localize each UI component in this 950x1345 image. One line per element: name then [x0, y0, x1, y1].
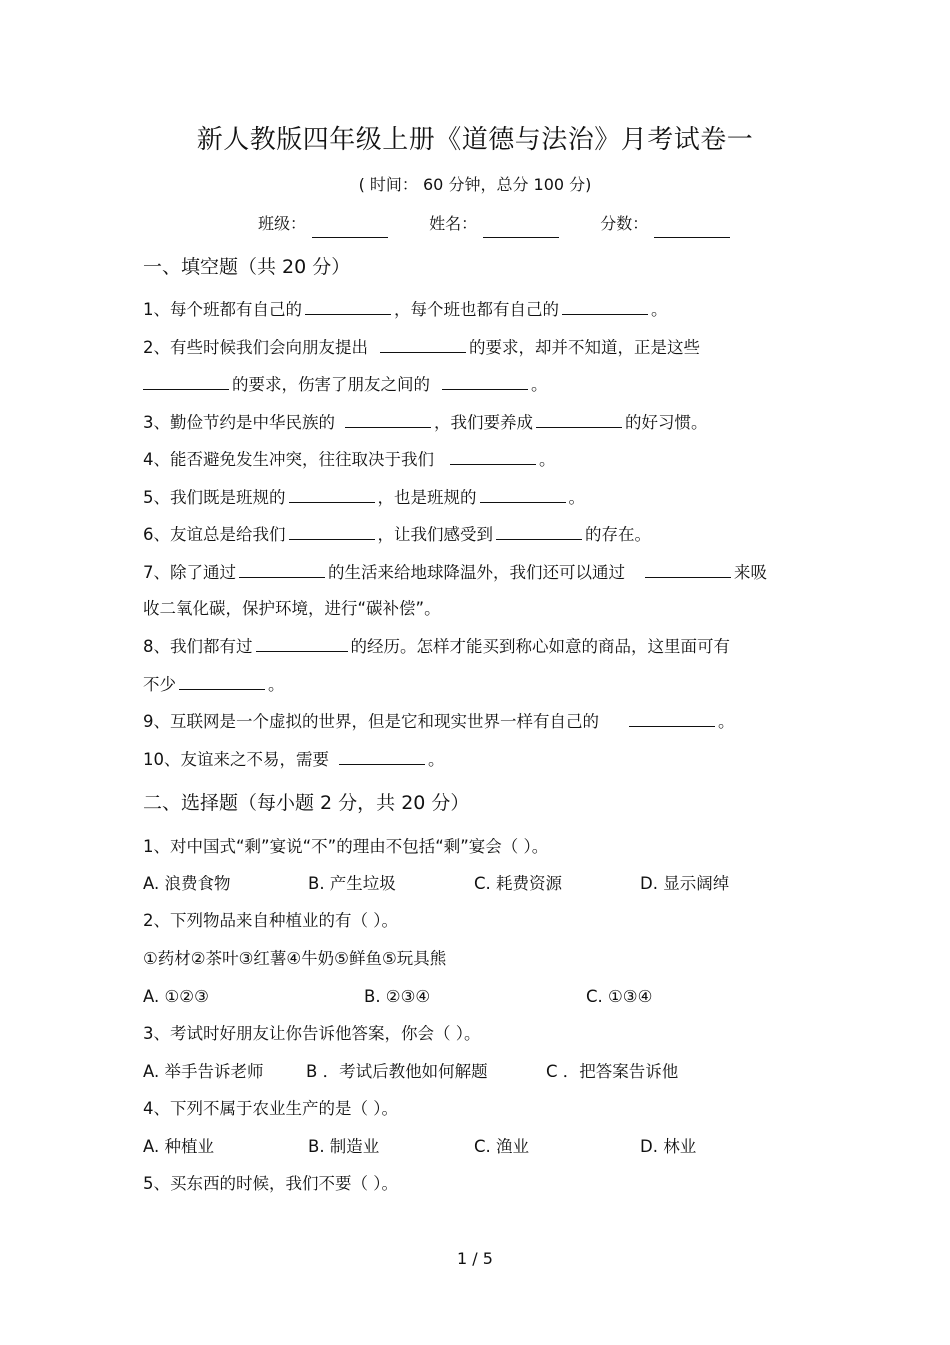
page-number: 1 / 5 — [457, 1249, 493, 1268]
fill-question-5 — [143, 484, 585, 512]
fill-question-7-line-1 — [143, 559, 767, 587]
choice-option: D. 显示阔绰 — [640, 874, 730, 893]
fill-question-2-line-2 — [143, 371, 548, 399]
page-title: 新人教版四年级上册《道德与法治》月考试卷一 — [196, 125, 754, 155]
answer-blank — [289, 484, 375, 503]
question-text: 的生活来给地球降温外，我们还可以通过 — [328, 563, 625, 582]
answer-blank — [179, 671, 265, 690]
question-text: 的经历。怎样才能买到称心如意的商品，这里面可有 — [350, 637, 730, 656]
choice-option: C. 渔业 — [474, 1137, 530, 1156]
question-text: 3、勤俭节约是中华民族的 — [143, 413, 335, 432]
choice-option: C. ①③④ — [586, 987, 653, 1006]
question-text: 来吸 — [734, 563, 767, 582]
score-field — [600, 210, 730, 238]
answer-blank — [536, 409, 622, 428]
question-text: 2、有些时候我们会向朋友提出 — [143, 338, 368, 357]
fill-question-2-line-1 — [143, 334, 700, 362]
answer-blank — [450, 446, 536, 465]
question-text: 的要求，却并不知道，正是这些 — [469, 338, 700, 357]
choice-question-1: 1、对中国式“剩”宴说“不”的理由不包括“剩”宴会（ ）。 — [143, 837, 549, 856]
question-text: 1、每个班都有自己的 — [143, 300, 302, 319]
choice-question-5: 5、买东西的时候，我们不要（ ）。 — [143, 1174, 398, 1193]
question-text: 。 — [268, 675, 285, 694]
choice-option: A. 种植业 — [143, 1137, 214, 1156]
choice-question-4: 4、下列不属于农业生产的是（ ）。 — [143, 1099, 398, 1118]
choice-question-3: 3、考试时好朋友让你告诉他答案，你会（ ）。 — [143, 1024, 481, 1043]
question-text: 收二氧化碳，保护环境，进行“碳补偿”。 — [143, 599, 441, 618]
choice-question-2-items: ①药材②茶叶③红薯④牛奶⑤鲜鱼⑤玩具熊 — [143, 949, 447, 968]
question-text: ，我们要养成 — [434, 413, 533, 432]
choice-option: B. 制造业 — [308, 1137, 380, 1156]
class-field — [258, 210, 388, 238]
student-info-line — [258, 210, 766, 238]
choice-option: C. 耗费资源 — [474, 874, 563, 893]
choice-option: A. 举手告诉老师 — [143, 1062, 264, 1081]
fill-question-1 — [143, 296, 668, 324]
question-text: 的存在。 — [585, 525, 651, 544]
score-label: 分数： — [600, 214, 649, 233]
question-text: 。 — [568, 488, 585, 507]
question-text: ，每个班也都有自己的 — [394, 300, 559, 319]
question-text: 4、能否避免发生冲突，往往取决于我们 — [143, 450, 434, 469]
question-text: ，也是班规的 — [377, 488, 477, 507]
answer-blank — [289, 521, 375, 540]
fill-question-4 — [143, 446, 556, 474]
answer-blank — [645, 559, 731, 578]
answer-blank — [442, 371, 528, 390]
choice-option: B ．考试后教他如何解题 — [306, 1062, 488, 1081]
answer-blank — [562, 296, 648, 315]
fill-question-8-line-1 — [143, 633, 730, 661]
fill-question-10 — [143, 746, 445, 774]
choice-option: B. ②③④ — [364, 987, 431, 1006]
section-fill-blank-title: 一、填空题（共 20 分） — [143, 256, 351, 278]
choice-option: A. ①②③ — [143, 987, 209, 1006]
question-text: 的好习惯。 — [625, 413, 708, 432]
answer-blank — [339, 746, 425, 765]
question-text: 5、我们既是班规的 — [143, 488, 286, 507]
fill-question-7-line-2 — [143, 595, 441, 623]
choice-option: B. 产生垃圾 — [308, 874, 396, 893]
question-text: 。 — [651, 300, 668, 319]
question-text: 。 — [539, 450, 556, 469]
name-field — [429, 210, 559, 238]
fill-question-6 — [143, 521, 651, 549]
question-text: 10、友谊来之不易，需要 — [143, 750, 329, 769]
answer-blank — [256, 633, 348, 652]
fill-question-3 — [143, 409, 708, 437]
question-text: 9、互联网是一个虚拟的世界，但是它和现实世界一样有自己的 — [143, 712, 599, 731]
section-choice-title: 二、选择题（每小题 2 分，共 20 分） — [143, 792, 470, 814]
answer-blank — [496, 521, 582, 540]
answer-blank — [239, 559, 325, 578]
question-text: ，让我们感受到 — [377, 525, 493, 544]
answer-blank — [480, 484, 566, 503]
choice-question-2: 2、下列物品来自种植业的有（ ）。 — [143, 911, 398, 930]
choice-option: C ．把答案告诉他 — [546, 1062, 679, 1081]
question-text: 的要求，伤害了朋友之间的 — [232, 375, 430, 394]
question-text: 不少 — [143, 675, 176, 694]
class-label: 班级： — [258, 214, 307, 233]
score-blank — [654, 219, 730, 238]
name-label: 姓名： — [429, 214, 478, 233]
name-blank — [483, 219, 559, 238]
fill-question-8-line-2 — [143, 671, 285, 699]
answer-blank — [345, 409, 431, 428]
exam-time-score: ( 时间： 60 分钟，总分 100 分) — [358, 175, 592, 194]
answer-blank — [380, 334, 466, 353]
fill-question-9 — [143, 708, 735, 736]
question-text: 6、友谊总是给我们 — [143, 525, 286, 544]
class-blank — [312, 219, 388, 238]
question-text: 。 — [718, 712, 735, 731]
question-text: 。 — [531, 375, 548, 394]
answer-blank — [143, 371, 229, 390]
answer-blank — [305, 296, 391, 315]
question-text: 8、我们都有过 — [143, 637, 253, 656]
choice-option: D. 林业 — [640, 1137, 697, 1156]
question-text: 。 — [428, 750, 445, 769]
question-text: 7、除了通过 — [143, 563, 236, 582]
choice-option: A. 浪费食物 — [143, 874, 231, 893]
answer-blank — [629, 708, 715, 727]
